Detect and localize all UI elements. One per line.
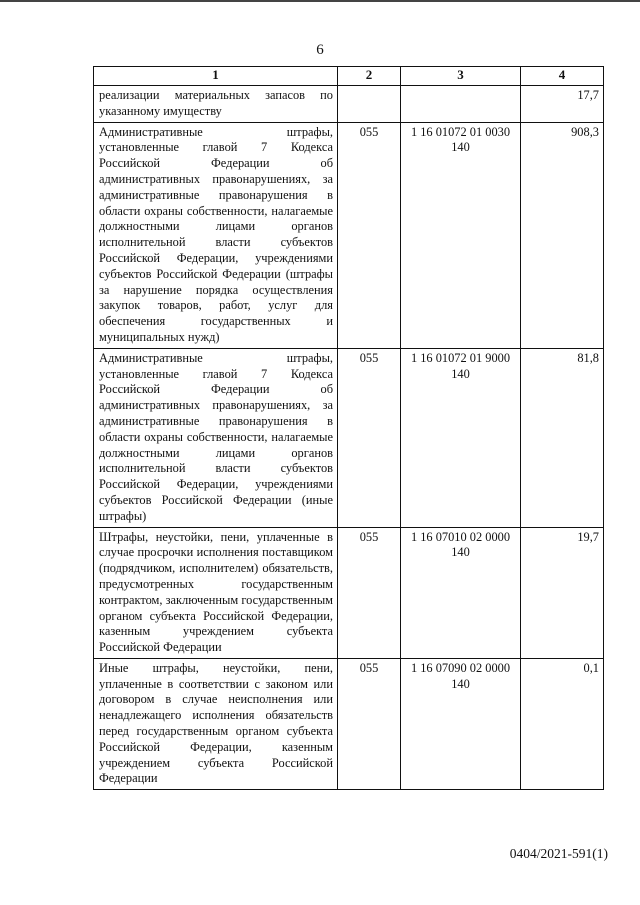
- row-admin-cell: [338, 658, 401, 789]
- document-number: 0404/2021-591(1): [509, 846, 608, 861]
- header-col-1: 1: [94, 67, 338, 86]
- table-row: [94, 122, 604, 348]
- header-col-2: 2: [338, 67, 401, 86]
- row-admin-cell: [338, 348, 401, 527]
- row-code-cell: [401, 658, 521, 789]
- row-description: Административные штрафы, установленные главой 7 Кодекса Российской Федерации об административных правонарушениях, за административные правонарушения в области охраны собственности, налагаемые должностными лицами органов исполнительной власти субъектов Российской Федерации, учреждениями субъектов Российской Федерации (иные штрафы): [99, 350, 333, 523]
- row-description: Штрафы, неустойки, пени, уплаченные в случае просрочки исполнения поставщиком (подрядчиком, исполнителем) обязательств, предусмотренных государственным контрактом, заключенным государственным органом субъекта Российской Федерации, казенным учреждением субъекта Российской Федерации: [99, 529, 333, 655]
- row-amount: 17,7: [577, 88, 599, 102]
- row-description: Иные штрафы, неустойки, пени, уплаченные в соответствии с законом или договором в случае неисполнения или ненадлежащего исполнения обязательств перед государственным органом субъекта Российской Федерации, казенным учреждением субъекта Российской Федерации: [99, 660, 333, 786]
- row-amount-cell: [521, 658, 604, 789]
- table-row: [94, 527, 604, 658]
- row-description-cell: [94, 658, 338, 789]
- row-description: реализации материальных запасов по указанному имуществу: [99, 88, 333, 118]
- table-row: [94, 658, 604, 789]
- row-code-cell: [401, 122, 521, 348]
- row-revenue-code: 1 16 01072 01 9000 140: [410, 350, 511, 381]
- table-row: [94, 86, 604, 123]
- row-admin-code: 055: [359, 350, 379, 365]
- row-amount-cell: [521, 527, 604, 658]
- row-amount-cell: [521, 86, 604, 123]
- row-amount: 908,3: [571, 124, 599, 139]
- revenue-table: [93, 66, 604, 790]
- row-revenue-code: [401, 86, 520, 90]
- row-amount: 0,1: [583, 660, 599, 675]
- row-description-cell: [94, 86, 338, 123]
- row-code-cell: [401, 527, 521, 658]
- row-amount: 19,7: [577, 529, 599, 544]
- row-revenue-code: 1 16 07010 02 0000 140: [410, 529, 511, 560]
- row-description-cell: [94, 348, 338, 527]
- row-admin-code: 055: [359, 124, 379, 139]
- row-description-cell: [94, 122, 338, 348]
- row-revenue-code: 1 16 01072 01 0030 140: [410, 124, 511, 155]
- top-border-line: [0, 0, 640, 2]
- table-row: [94, 348, 604, 527]
- row-amount-cell: [521, 348, 604, 527]
- row-admin-code: [338, 86, 400, 90]
- row-description: Административные штрафы, установленные главой 7 Кодекса Российской Федерации об административных правонарушениях, за административные правонарушения в области охраны собственности, налагаемые должностными лицами органов исполнительной власти субъектов Российской Федерации, учреждениями субъектов Российской Федерации (штрафы за нарушение порядка осуществления закупок товаров, работ, услуг для обеспечения государственных и муниципальных нужд): [99, 124, 333, 344]
- header-col-3: 3: [401, 67, 521, 86]
- page-number: 6: [316, 42, 324, 58]
- row-revenue-code: 1 16 07090 02 0000 140: [410, 660, 511, 691]
- row-admin-code: 055: [359, 529, 379, 544]
- row-admin-code: 055: [359, 660, 379, 675]
- row-code-cell: [401, 86, 521, 123]
- row-amount: 81,8: [577, 350, 599, 365]
- row-amount-cell: [521, 122, 604, 348]
- row-admin-cell: [338, 527, 401, 658]
- row-admin-cell: [338, 86, 401, 123]
- table-header-row: [94, 67, 604, 86]
- header-col-4: 4: [521, 67, 604, 86]
- row-admin-cell: [338, 122, 401, 348]
- row-code-cell: [401, 348, 521, 527]
- row-description-cell: [94, 527, 338, 658]
